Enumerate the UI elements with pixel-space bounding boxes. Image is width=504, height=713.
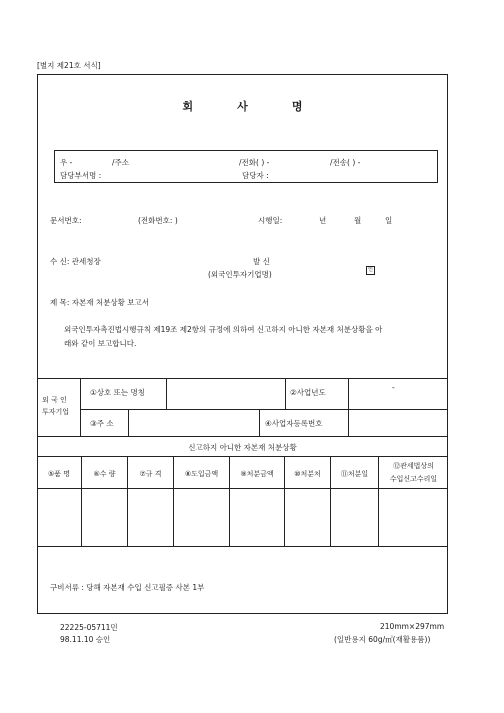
date-year: 년 — [319, 216, 327, 225]
regno-label-left — [259, 409, 260, 436]
header-import-amount: ⑧도입금액 — [184, 470, 219, 478]
disposal-data-row[interactable] — [38, 489, 447, 545]
form-title — [37, 98, 448, 114]
business-year-label: ②사업년도 — [290, 388, 326, 397]
company-side-label-2: 투자기업 — [42, 408, 70, 416]
subject: 제 목: 자본재 처분상황 보고서 — [50, 298, 150, 307]
company-address-input[interactable] — [129, 410, 258, 435]
company-side-divider — [80, 378, 81, 436]
attachment-note: 구비서류 : 당해 자본재 수입 신고필증 사본 1부 — [50, 583, 205, 592]
dept-field[interactable]: 담당부서명 : — [60, 171, 102, 180]
company-address-label: ③주 소 — [90, 419, 114, 428]
form-code: 22225-05711민 — [60, 623, 118, 632]
business-year-value[interactable]: - — [392, 383, 395, 392]
title-char-1: 회 — [182, 100, 194, 113]
header-disposal-to: ⑩처분처 — [294, 470, 321, 478]
date-day: 일 — [385, 216, 393, 225]
paper-type: (일반용지 60g/㎡(재활용품)) — [334, 635, 431, 644]
company-name-input[interactable] — [167, 379, 284, 408]
address-field[interactable]: /주소 — [112, 158, 130, 167]
title-char-3: 명 — [291, 100, 303, 113]
seal-mark: 인 — [366, 256, 375, 275]
zip-field[interactable]: 우 - — [60, 158, 73, 167]
title-char-2: 사 — [237, 100, 248, 113]
company-side-label-1: 외 국 인 — [42, 396, 67, 404]
business-regno-label: ④사업자등록번호 — [265, 419, 323, 428]
header-item-name: ⑤품 명 — [47, 470, 71, 478]
sender-label: 발 신 — [253, 257, 270, 266]
disposal-header-top-rule — [37, 456, 448, 457]
form-label: [별지 제21호 서식] — [37, 61, 101, 70]
company-name-caption: (외국인투자기업명) — [208, 270, 272, 279]
doc-tel-label: (전화번호: ) — [138, 216, 178, 225]
header-quantity: ⑥수 량 — [93, 470, 116, 478]
header-customs-1: ⑫관세법상의 — [393, 462, 434, 470]
body-line-2: 래와 같이 보고합니다. — [64, 339, 137, 348]
disposal-body-bottom-rule — [37, 546, 448, 547]
tel-field[interactable]: /전화( ) - — [239, 158, 270, 167]
paper-size: 210mm×297mm — [380, 622, 445, 631]
person-field[interactable]: 담당자 : — [242, 171, 269, 180]
header-spec: ⑦규 격 — [139, 470, 162, 478]
year-label-right — [348, 378, 349, 409]
company-table-bottom-rule — [37, 436, 448, 437]
body-line-1: 외국인투자촉진법시행규칙 제19조 제2항의 규정에 의하여 신고하지 아니한 자본재 처분상황을 아 — [64, 325, 383, 334]
year-label-left — [285, 378, 286, 409]
date-label: 시행일: — [258, 216, 283, 225]
header-disposal-date: ⑪처분일 — [340, 470, 369, 478]
fax-field[interactable]: /전송( ) - — [330, 158, 361, 167]
doc-number-label: 문서번호: — [50, 216, 82, 225]
approval-date: 98.11.10 승인 — [60, 635, 111, 644]
disposal-table-title: 신고하지 아니한 자본재 처분상황 — [188, 443, 297, 452]
company-name-label: ①상호 또는 명칭 — [90, 388, 145, 397]
header-disposal-amount: ⑨처분금액 — [240, 470, 274, 478]
header-customs-2: 수입신고수리일 — [389, 475, 438, 483]
date-month: 월 — [354, 216, 362, 225]
business-regno-input[interactable] — [349, 410, 447, 435]
recipient: 수 신: 관세청장 — [50, 257, 101, 266]
